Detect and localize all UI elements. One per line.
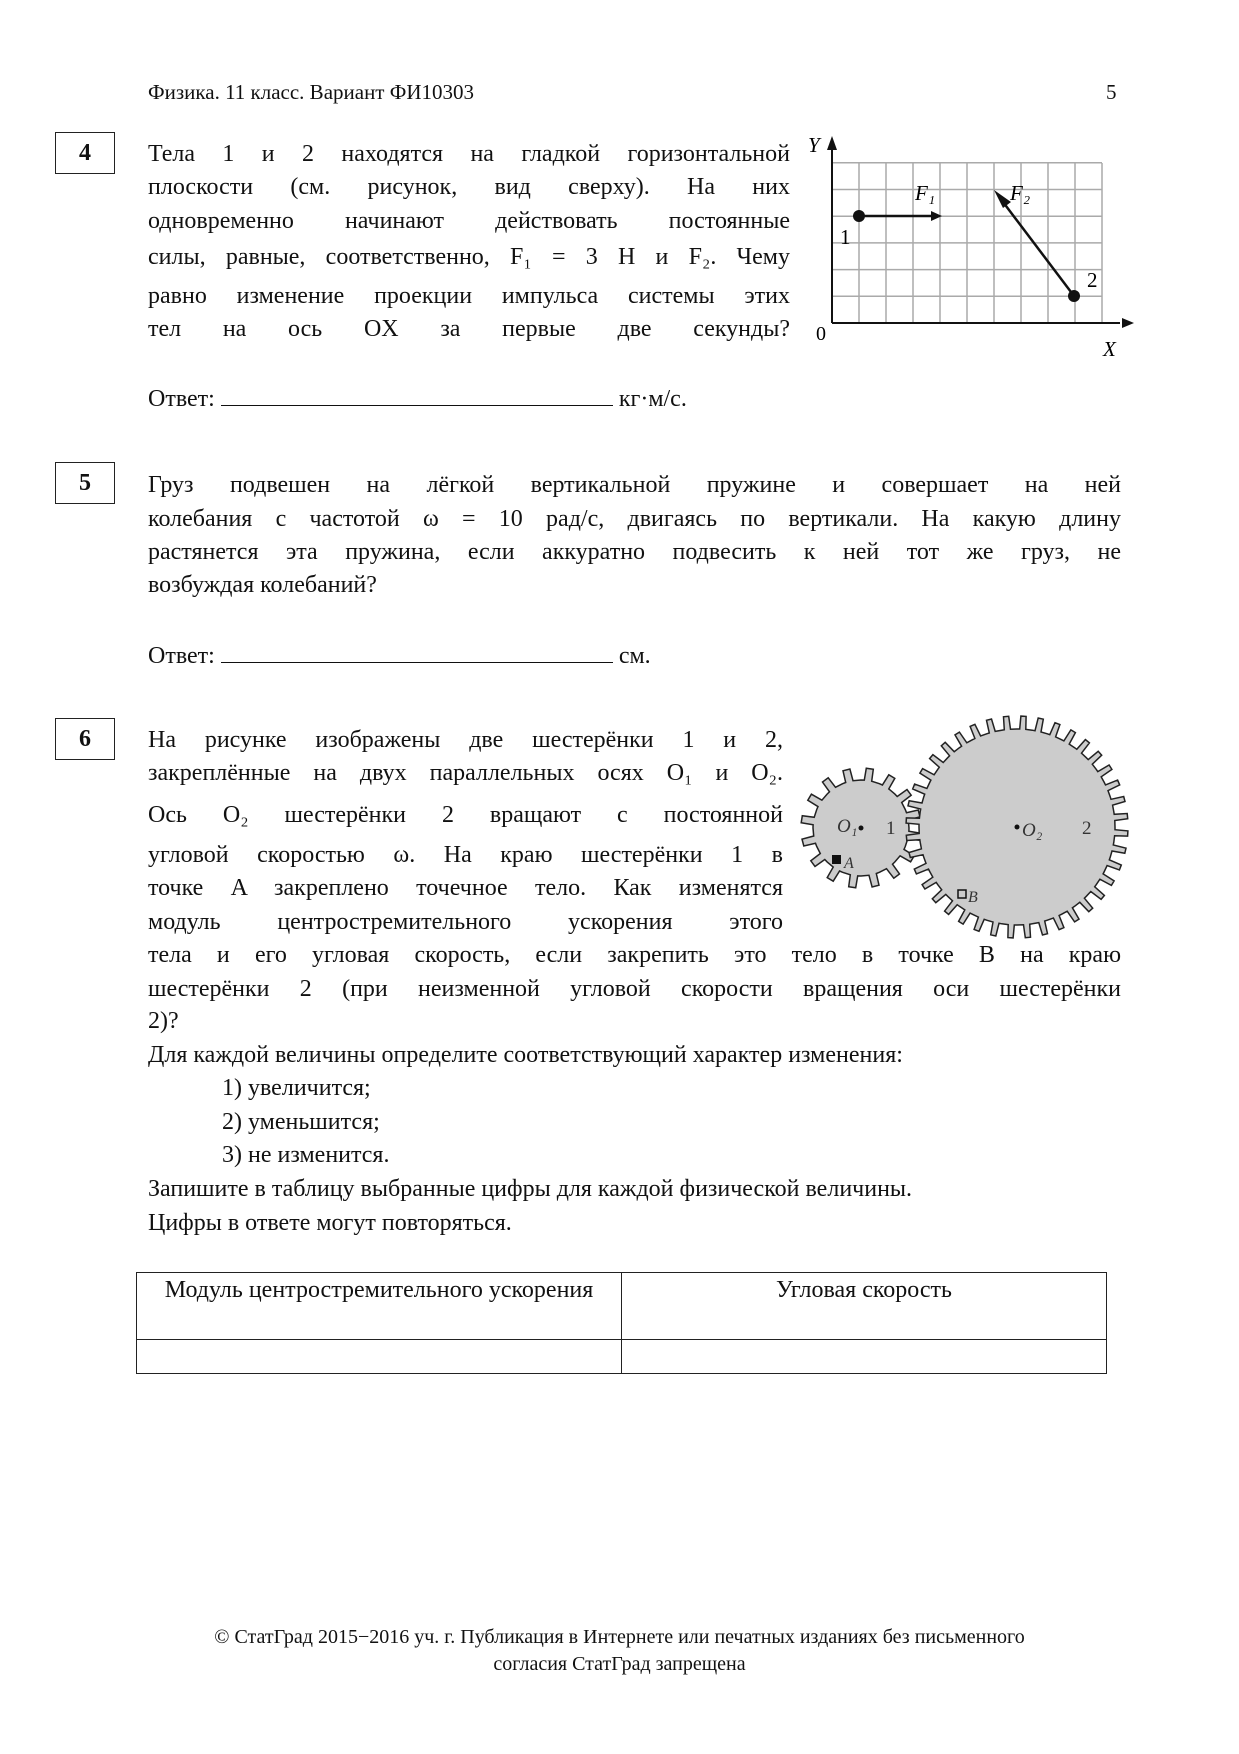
point-b-label: B <box>968 889 978 906</box>
q4-line: Тела 1 и 2 находятся на гладкой горизонтальной <box>148 141 790 167</box>
point-a-label: A <box>844 855 854 872</box>
q6-line: Ось O₂ шестерёнки 2 вращают с постоянной <box>148 802 783 828</box>
body-1-label: 1 <box>840 225 851 249</box>
q6-line: закреплённые на двух параллельных осях O₁ и O₂. <box>148 760 783 786</box>
q6-line: модуль центростремительного ускорения этого <box>148 909 783 935</box>
q5-line: возбуждая колебаний? <box>148 572 377 598</box>
answer-cell[interactable] <box>622 1340 1107 1374</box>
q6-note: Запишите в таблицу выбранные цифры для каждой физической величины. <box>148 1176 913 1202</box>
answer-cell[interactable] <box>137 1340 622 1374</box>
q5-line: колебания с частотой ω = 10 рад/с, двигаясь по вертикали. На какую длину <box>148 506 1121 532</box>
q6-instruction: Для каждой величины определите соответствующий характер изменения: <box>148 1042 903 1068</box>
option: 3) не изменится. <box>222 1142 390 1168</box>
q5-line: растянется эта пружина, если аккуратно подвесить к ней тот же груз, не <box>148 539 1121 565</box>
task-number-5: 5 <box>55 462 115 504</box>
answer-table <box>136 1272 1107 1374</box>
o2-label: O₂ <box>1022 820 1043 841</box>
header-title: Физика. 11 класс. Вариант ФИ10303 <box>148 80 474 104</box>
forces-diagram <box>800 120 1239 370</box>
origin-label: 0 <box>816 323 826 345</box>
gear-2-label: 2 <box>1082 818 1092 839</box>
q4-line: плоскости (см. рисунок, вид сверху). На них <box>148 174 790 200</box>
task-number-6: 6 <box>55 718 115 760</box>
q6-line: шестерёнки 2 (при неизменной угловой скорости вращения оси шестерёнки <box>148 976 1121 1002</box>
q6-line: На рисунке изображены две шестерёнки 1 и 2, <box>148 727 783 753</box>
q5-answer <box>148 640 651 670</box>
f1-label: F₁ <box>915 181 936 205</box>
f2-label: F₂ <box>1010 181 1031 205</box>
q4-answer <box>148 383 687 413</box>
column-header: Модуль центростремительного ускорения <box>137 1273 622 1340</box>
answer-unit: кг·м/с. <box>618 386 687 412</box>
q5-line: Груз подвешен на лёгкой вертикальной пружине и совершает на ней <box>148 472 1121 498</box>
option: 1) увеличится; <box>222 1075 371 1101</box>
option: 2) уменьшится; <box>222 1109 380 1135</box>
o1-label: O₁ <box>837 816 858 837</box>
q4-line: силы, равные, соответственно, F₁ = 3 Н и F₂. Чему <box>148 244 790 270</box>
column-header: Угловая скорость <box>622 1273 1107 1340</box>
page-number: 5 <box>1106 80 1117 104</box>
gears-diagram <box>790 710 1239 950</box>
answer-label: Ответ: <box>148 386 215 412</box>
footer-copyright: © СтатГрад 2015−2016 уч. г. Публикация в Интернете или печатных изданиях без письменного <box>214 1626 1025 1648</box>
body-2-label: 2 <box>1087 268 1098 292</box>
x-axis-label: X <box>1103 337 1116 361</box>
answer-field[interactable] <box>221 383 613 406</box>
q6-line: 2)? <box>148 1008 179 1034</box>
q4-line: равно изменение проекции импульса системы этих <box>148 283 790 309</box>
answer-field[interactable] <box>221 640 613 663</box>
q4-line: одновременно начинают действовать постоянные <box>148 208 790 234</box>
q6-note: Цифры в ответе могут повторяться. <box>148 1210 512 1236</box>
answer-unit: см. <box>618 643 651 669</box>
point-a <box>832 855 841 864</box>
footer-copyright: согласия СтатГрад запрещена <box>493 1653 746 1675</box>
task-number-4: 4 <box>55 132 115 174</box>
y-axis-label: Y <box>808 133 820 157</box>
gear-1-label: 1 <box>886 818 896 839</box>
q6-line: тела и его угловая скорость, если закрепить это тело в точке B на краю <box>148 942 1121 968</box>
q6-line: точке A закреплено точечное тело. Как изменятся <box>148 875 783 901</box>
q4-line: тел на ось OX за первые две секунды? <box>148 316 790 342</box>
answer-label: Ответ: <box>148 643 215 669</box>
q6-line: угловой скоростью ω. На краю шестерёнки 1 в <box>148 842 783 868</box>
